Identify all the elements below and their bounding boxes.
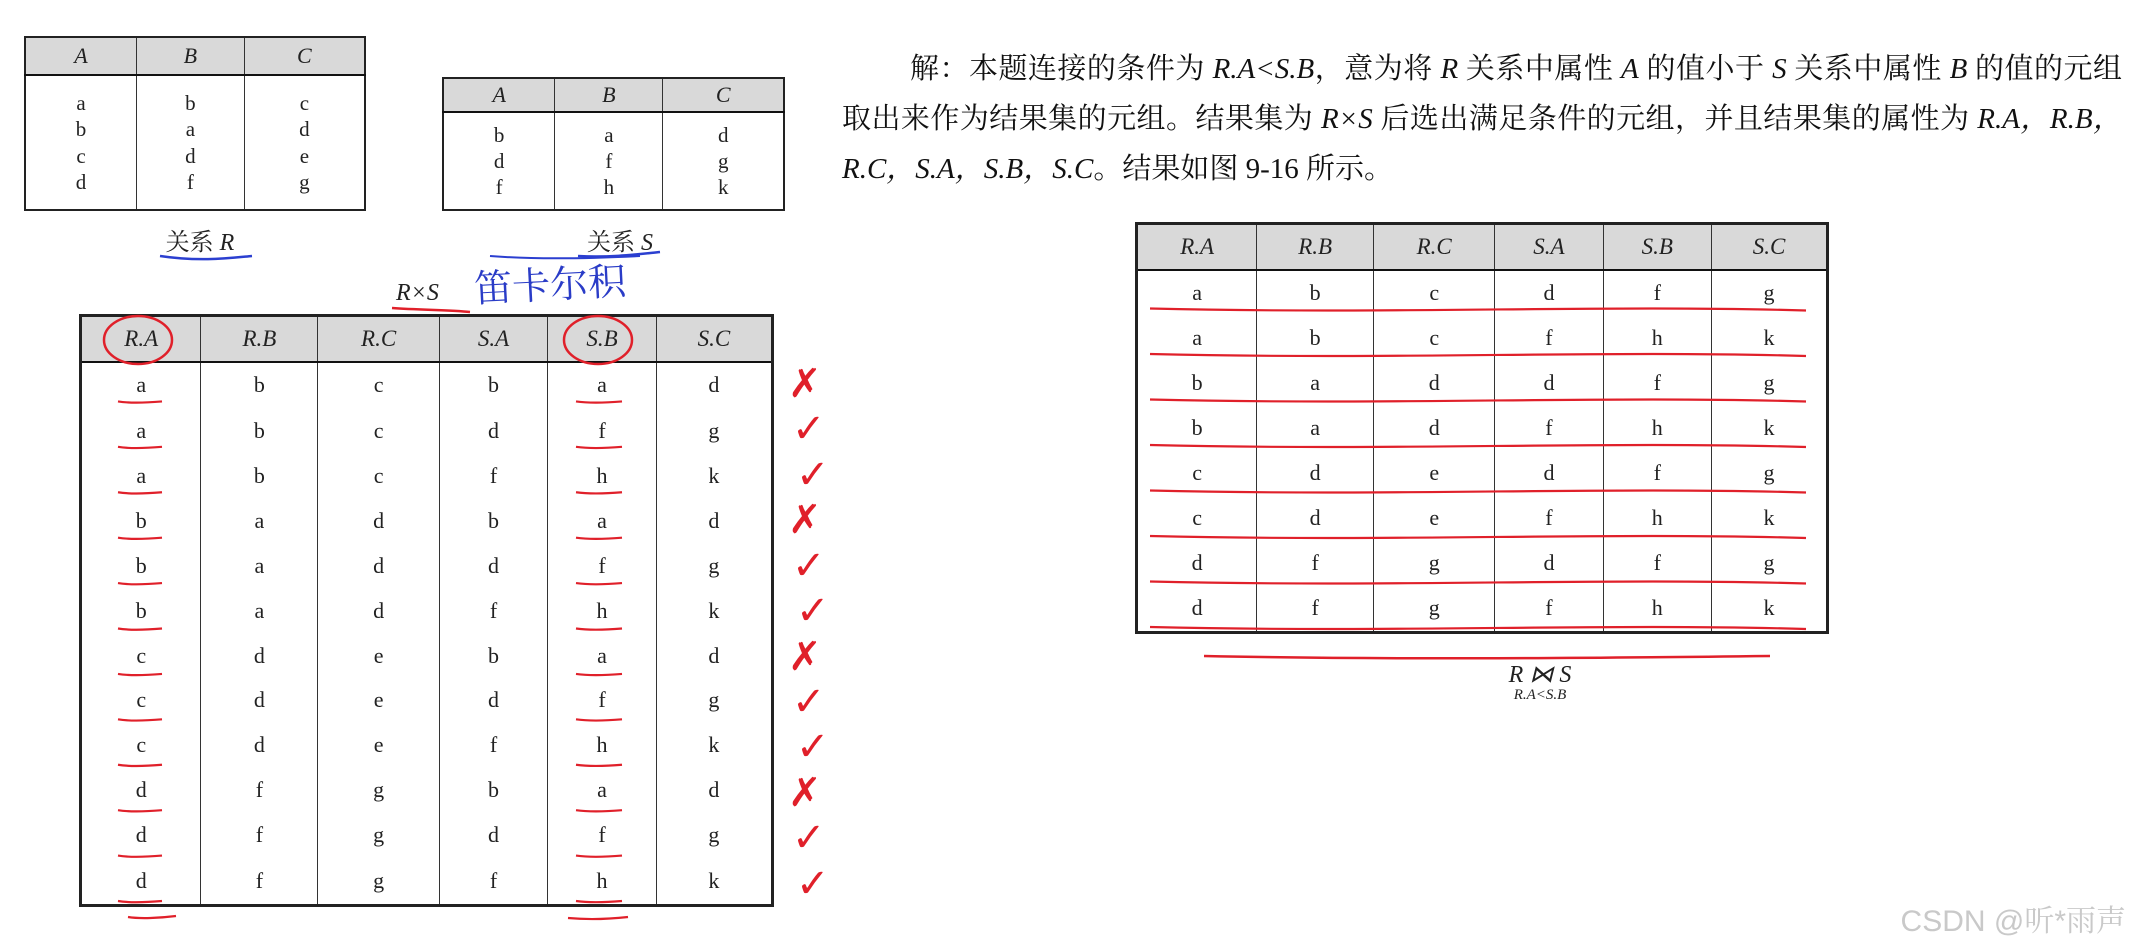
result-cell: a bbox=[1257, 361, 1374, 406]
red-ink-stroke bbox=[118, 901, 162, 902]
red-ink-stroke bbox=[576, 538, 622, 539]
cartesian-cell: d bbox=[81, 768, 201, 813]
relation-r-value: b bbox=[75, 117, 87, 142]
result-cell: f bbox=[1495, 406, 1603, 451]
result-cell: f bbox=[1257, 585, 1374, 632]
cartesian-cell: c bbox=[318, 453, 439, 498]
red-ink-stroke bbox=[118, 401, 162, 402]
result-cell: h bbox=[1603, 406, 1711, 451]
red-ink-stroke bbox=[118, 629, 162, 630]
cartesian-cell: c bbox=[318, 408, 439, 453]
relation-s-value: d bbox=[493, 148, 505, 173]
result-cell: f bbox=[1603, 361, 1711, 406]
cartesian-header: S.B bbox=[548, 316, 657, 362]
cartesian-cell: b bbox=[81, 498, 201, 543]
result-cell: d bbox=[1137, 540, 1257, 585]
cartesian-cell: f bbox=[439, 588, 548, 633]
check-mark-icon: ✓ bbox=[792, 542, 826, 589]
cartesian-cell: f bbox=[548, 678, 657, 723]
result-cell: g bbox=[1374, 540, 1495, 585]
result-cell: c bbox=[1137, 495, 1257, 540]
cartesian-cell: d bbox=[318, 588, 439, 633]
result-cell: h bbox=[1603, 316, 1711, 361]
red-ink-stroke bbox=[576, 810, 622, 811]
result-cell: f bbox=[1495, 316, 1603, 361]
check-mark-icon: ✓ bbox=[792, 406, 826, 453]
red-ink-stroke bbox=[118, 492, 162, 493]
red-ink-stroke bbox=[1150, 445, 1806, 447]
red-ink-stroke bbox=[576, 765, 622, 766]
result-cell: g bbox=[1711, 270, 1827, 317]
cartesian-cell: f bbox=[439, 453, 548, 498]
red-ink-stroke bbox=[576, 901, 622, 902]
relation-s-value: h bbox=[603, 175, 615, 200]
red-ink-stroke bbox=[1150, 627, 1806, 629]
red-ink-stroke bbox=[576, 447, 622, 448]
relation-r-value: d bbox=[75, 169, 87, 194]
cartesian-cell: b bbox=[81, 588, 201, 633]
cartesian-cell: b bbox=[201, 362, 318, 409]
cartesian-header: S.A bbox=[439, 316, 548, 362]
cartesian-cell: d bbox=[656, 362, 772, 409]
red-ink-stroke bbox=[576, 583, 622, 584]
cartesian-cell: f bbox=[548, 408, 657, 453]
result-caption: R ⋈ S R.A<S.B bbox=[1430, 660, 1650, 704]
relation-r-value: b bbox=[185, 91, 196, 115]
cartesian-cell: h bbox=[548, 723, 657, 768]
cartesian-cell: b bbox=[439, 633, 548, 678]
relation-s-caption: 关系 S bbox=[587, 230, 653, 256]
cartesian-cell: c bbox=[318, 362, 439, 409]
cartesian-cell: d bbox=[201, 678, 318, 723]
result-cell: f bbox=[1257, 540, 1374, 585]
result-cell: d bbox=[1257, 495, 1374, 540]
cartesian-cell: g bbox=[318, 768, 439, 813]
result-cell: h bbox=[1603, 495, 1711, 540]
result-cell: h bbox=[1603, 585, 1711, 632]
result-cell: f bbox=[1495, 495, 1603, 540]
red-ink-stroke bbox=[1150, 582, 1806, 584]
result-header: S.A bbox=[1495, 224, 1603, 270]
relation-s-header: A bbox=[443, 78, 555, 112]
result-cell: d bbox=[1374, 406, 1495, 451]
cartesian-cell: a bbox=[81, 362, 201, 409]
red-ink-stroke bbox=[576, 856, 622, 857]
cartesian-cell: d bbox=[656, 498, 772, 543]
red-ink-stroke bbox=[1150, 354, 1806, 356]
result-cell: f bbox=[1603, 540, 1711, 585]
cartesian-cell: d bbox=[81, 813, 201, 858]
cartesian-cell: a bbox=[81, 453, 201, 498]
relation-r-value: g bbox=[299, 169, 310, 194]
result-header: S.C bbox=[1711, 224, 1827, 270]
red-ink-stroke bbox=[1150, 400, 1806, 402]
cartesian-cell: a bbox=[81, 408, 201, 453]
result-header: R.C bbox=[1374, 224, 1495, 270]
red-ink-stroke bbox=[576, 719, 622, 720]
cartesian-cell: d bbox=[201, 633, 318, 678]
explanation-paragraph: 解：本题连接的条件为 R.A<S.B，意为将 R 关系中属性 A 的值小于 S 关系中属性 B 的值的元组取出来作为结果集的元组。结果集为 R×S 后选出满足条件的元组，并且结果集的属性为 R.A，R.B，R.C，S.A，S.B，S.C。结果如图 9-16 所示。 bbox=[842, 53, 2122, 185]
cross-mark-icon: ✗ bbox=[788, 361, 822, 407]
result-cell: g bbox=[1374, 585, 1495, 632]
result-cell: e bbox=[1374, 451, 1495, 496]
relation-s-value: g bbox=[717, 148, 729, 173]
cartesian-cell: d bbox=[656, 633, 772, 678]
cartesian-cell: g bbox=[318, 858, 439, 906]
result-cell: d bbox=[1495, 540, 1603, 585]
cartesian-cell: g bbox=[656, 813, 772, 858]
result-cell: b bbox=[1257, 316, 1374, 361]
red-ink-stroke bbox=[118, 583, 162, 584]
result-cell: g bbox=[1711, 361, 1827, 406]
cartesian-cell: e bbox=[318, 678, 439, 723]
cartesian-cell: k bbox=[656, 858, 772, 906]
red-ink-stroke bbox=[1150, 491, 1806, 493]
cross-mark-icon: ✗ bbox=[788, 633, 822, 680]
red-ink-stroke bbox=[576, 629, 622, 630]
cartesian-cell: f bbox=[548, 813, 657, 858]
result-cell: k bbox=[1711, 316, 1827, 361]
red-ink-stroke bbox=[576, 492, 622, 493]
cartesian-cell: b bbox=[201, 408, 318, 453]
cartesian-cell: c bbox=[81, 723, 201, 768]
result-header: R.B bbox=[1257, 224, 1374, 270]
relation-s-value: d bbox=[717, 122, 729, 147]
cartesian-cell: c bbox=[81, 678, 201, 723]
result-cell: d bbox=[1495, 270, 1603, 317]
handwritten-note: 笛卡尔积 bbox=[473, 259, 628, 311]
relation-r-value: f bbox=[186, 169, 194, 194]
result-cell: g bbox=[1711, 540, 1827, 585]
cartesian-label: R×S bbox=[396, 280, 439, 306]
cartesian-cell: h bbox=[548, 588, 657, 633]
red-ink-stroke bbox=[576, 674, 622, 675]
relation-s-value: b bbox=[493, 122, 505, 147]
result-cell: c bbox=[1137, 451, 1257, 496]
result-cell: c bbox=[1374, 270, 1495, 317]
cartesian-cell: b bbox=[439, 362, 548, 409]
result-condition-subscript: R.A<S.B bbox=[1513, 687, 1567, 703]
cartesian-cell: d bbox=[439, 678, 548, 723]
result-cell: k bbox=[1711, 585, 1827, 632]
cartesian-cell: f bbox=[201, 813, 318, 858]
cartesian-cell: d bbox=[656, 768, 772, 813]
red-ink-stroke bbox=[118, 856, 162, 857]
result-cell: b bbox=[1257, 270, 1374, 317]
cartesian-cell: b bbox=[81, 543, 201, 588]
cartesian-cell: b bbox=[201, 453, 318, 498]
result-header: R.A bbox=[1137, 224, 1257, 270]
cross-mark-icon: ✗ bbox=[788, 769, 822, 816]
red-ink-stroke bbox=[576, 401, 622, 402]
red-ink-stroke bbox=[128, 916, 176, 918]
cross-mark-icon: ✗ bbox=[788, 497, 822, 544]
relation-r-header: C bbox=[244, 37, 365, 75]
check-mark-icon: ✓ bbox=[796, 588, 830, 635]
cartesian-cell: e bbox=[318, 633, 439, 678]
red-ink-stroke bbox=[118, 538, 162, 539]
red-ink-stroke bbox=[1150, 309, 1806, 311]
cartesian-cell: d bbox=[439, 408, 548, 453]
result-cell: b bbox=[1137, 361, 1257, 406]
cartesian-cell: f bbox=[201, 768, 318, 813]
cartesian-cell: g bbox=[318, 813, 439, 858]
cartesian-cell: k bbox=[656, 588, 772, 633]
cartesian-cell: a bbox=[548, 633, 657, 678]
cartesian-cell: e bbox=[318, 723, 439, 768]
cartesian-cell: d bbox=[439, 543, 548, 588]
check-mark-icon: ✓ bbox=[792, 678, 826, 725]
result-cell: f bbox=[1495, 585, 1603, 632]
red-ink-stroke bbox=[1150, 536, 1806, 538]
relation-r-value: a bbox=[185, 117, 196, 142]
result-cell: e bbox=[1374, 495, 1495, 540]
relation-s-value: a bbox=[604, 122, 614, 147]
cartesian-cell: k bbox=[656, 453, 772, 498]
relation-s-value: k bbox=[717, 175, 729, 200]
relation-r-value: d bbox=[185, 143, 196, 168]
watermark: CSDN @听*雨声 bbox=[1900, 905, 2126, 938]
relation-r-caption: 关系 R bbox=[165, 230, 235, 256]
relation-r-header: B bbox=[137, 37, 245, 75]
cartesian-cell: d bbox=[81, 858, 201, 906]
cartesian-cell: f bbox=[439, 723, 548, 768]
relation-r-value: e bbox=[299, 143, 310, 168]
result-cell: d bbox=[1257, 451, 1374, 496]
cartesian-cell: g bbox=[656, 408, 772, 453]
result-cell: f bbox=[1603, 451, 1711, 496]
relation-s-header: B bbox=[555, 78, 663, 112]
result-cell: a bbox=[1137, 270, 1257, 317]
red-ink-stroke bbox=[118, 719, 162, 720]
cartesian-cell: d bbox=[318, 498, 439, 543]
cartesian-cell: a bbox=[201, 543, 318, 588]
cartesian-header: R.B bbox=[201, 316, 318, 362]
cartesian-cell: a bbox=[201, 588, 318, 633]
relation-r-value: a bbox=[76, 91, 86, 115]
result-cell: g bbox=[1711, 451, 1827, 496]
cartesian-cell: h bbox=[548, 858, 657, 906]
cartesian-cell: k bbox=[656, 723, 772, 768]
cartesian-header: R.A bbox=[81, 316, 201, 362]
relation-r-value: c bbox=[299, 91, 310, 115]
cartesian-cell: a bbox=[548, 498, 657, 543]
relation-s-value: f bbox=[605, 148, 613, 173]
cartesian-cell: a bbox=[201, 498, 318, 543]
relation-s-value: f bbox=[495, 175, 503, 200]
result-cell: k bbox=[1711, 495, 1827, 540]
cartesian-cell: d bbox=[439, 813, 548, 858]
result-cell: d bbox=[1137, 585, 1257, 632]
red-ink-stroke bbox=[568, 917, 628, 919]
result-cell: a bbox=[1137, 316, 1257, 361]
result-cell: k bbox=[1711, 406, 1827, 451]
result-header: S.B bbox=[1603, 224, 1711, 270]
cartesian-cell: b bbox=[439, 768, 548, 813]
cartesian-cell: f bbox=[439, 858, 548, 906]
cartesian-cell: h bbox=[548, 453, 657, 498]
result-cell: d bbox=[1495, 451, 1603, 496]
relation-r-value: c bbox=[76, 143, 86, 168]
cartesian-cell: d bbox=[201, 723, 318, 768]
check-mark-icon: ✓ bbox=[796, 724, 830, 771]
relation-r-value: d bbox=[299, 117, 310, 142]
cartesian-header: S.C bbox=[656, 316, 772, 362]
red-ink-stroke bbox=[118, 765, 162, 766]
cartesian-cell: g bbox=[656, 543, 772, 588]
result-cell: b bbox=[1137, 406, 1257, 451]
relation-s-header: C bbox=[663, 78, 784, 112]
check-mark-icon: ✓ bbox=[792, 815, 826, 862]
cartesian-cell: f bbox=[548, 543, 657, 588]
cartesian-cell: b bbox=[439, 498, 548, 543]
check-mark-icon: ✓ bbox=[796, 860, 830, 907]
cartesian-cell: c bbox=[81, 633, 201, 678]
result-cell: c bbox=[1374, 316, 1495, 361]
cartesian-cell: a bbox=[548, 362, 657, 409]
relation-r-header: A bbox=[25, 37, 137, 75]
red-ink-stroke bbox=[118, 447, 162, 448]
result-cell: f bbox=[1603, 270, 1711, 317]
check-mark-icon: ✓ bbox=[796, 451, 830, 498]
result-cell: a bbox=[1257, 406, 1374, 451]
result-cell: d bbox=[1495, 361, 1603, 406]
cartesian-header: R.C bbox=[318, 316, 439, 362]
cartesian-cell: d bbox=[318, 543, 439, 588]
red-ink-stroke bbox=[118, 674, 162, 675]
cartesian-cell: f bbox=[201, 858, 318, 906]
cartesian-cell: a bbox=[548, 768, 657, 813]
red-ink-stroke bbox=[118, 810, 162, 811]
cartesian-cell: g bbox=[656, 678, 772, 723]
result-cell: d bbox=[1374, 361, 1495, 406]
